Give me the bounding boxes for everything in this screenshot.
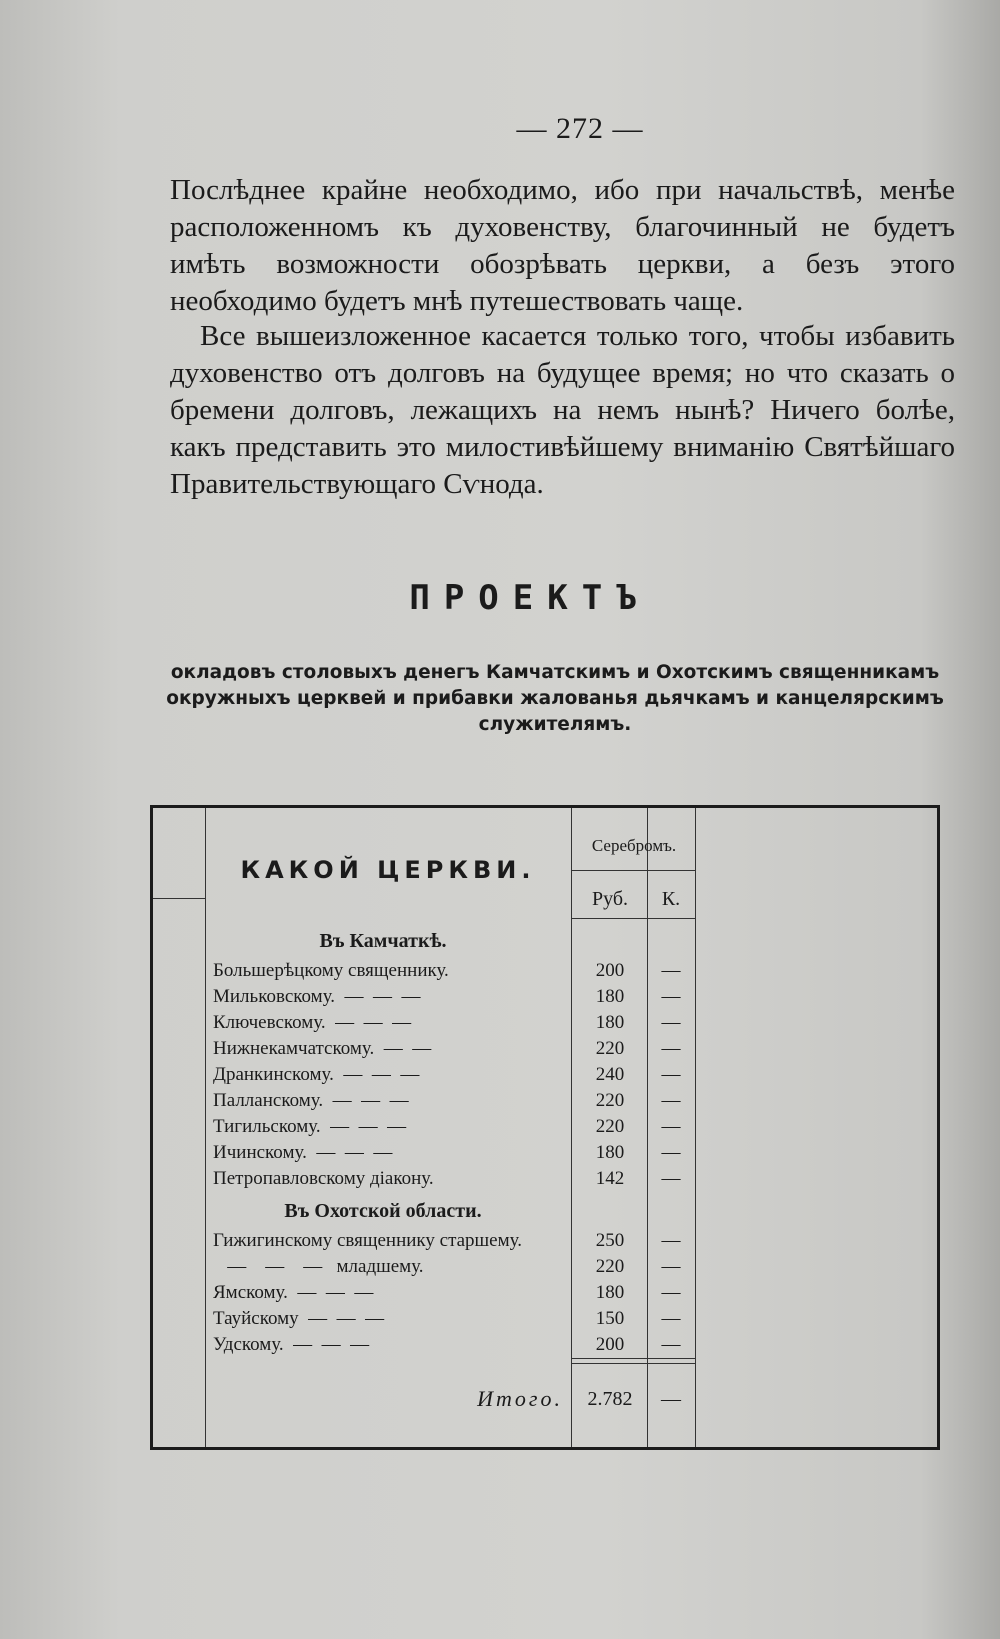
row-rub: 250 bbox=[595, 1230, 625, 1251]
section-okhotsk: Въ Охотской области. bbox=[284, 1200, 482, 1222]
row-rub: 142 bbox=[595, 1168, 625, 1189]
row-rub: 240 bbox=[595, 1064, 625, 1085]
column-header-rub: Руб. bbox=[591, 888, 629, 910]
table-row bbox=[153, 1090, 943, 1116]
table-row bbox=[153, 1038, 943, 1064]
row-name: Дранкинскому. — — — bbox=[213, 1064, 420, 1085]
table-hline bbox=[571, 918, 695, 919]
row-rub: 180 bbox=[595, 1142, 625, 1163]
row-k: — bbox=[661, 1064, 681, 1085]
row-name: Большерѣцкому священнику. bbox=[213, 960, 449, 981]
salary-table bbox=[150, 805, 940, 1450]
paragraph-1: Послѣднее крайне необходимо, ибо при начальствѣ, менѣе расположенномъ къ духовенству, благочинный не будетъ имѣть возможности обозрѣвать церкви, а безъ этого необходимо будетъ мнѣ путешествовать чаще. bbox=[170, 174, 955, 317]
table-row bbox=[153, 1256, 943, 1282]
table-row bbox=[153, 1230, 943, 1256]
row-rub: 180 bbox=[595, 1282, 625, 1303]
row-name: Мильковскому. — — — bbox=[213, 986, 421, 1007]
row-name: Палланскому. — — — bbox=[213, 1090, 409, 1111]
project-title: ПРОЕКТЪ bbox=[409, 578, 651, 618]
row-k: — bbox=[661, 1116, 681, 1137]
row-k: — bbox=[661, 1334, 681, 1355]
row-k: — bbox=[661, 1256, 681, 1277]
row-name: Ключевскому. — — — bbox=[213, 1012, 412, 1033]
table-row bbox=[153, 960, 943, 986]
table-hline bbox=[571, 870, 695, 871]
row-name: Ямскому. — — — bbox=[213, 1282, 374, 1303]
row-k: — bbox=[661, 1282, 681, 1303]
total-k: — bbox=[661, 1388, 681, 1410]
table-hline bbox=[571, 1363, 695, 1364]
table-row bbox=[153, 1012, 943, 1038]
row-rub: 220 bbox=[595, 1038, 625, 1059]
row-name: — — — младшему. bbox=[213, 1256, 424, 1277]
table-row bbox=[153, 1334, 943, 1360]
row-k: — bbox=[661, 1012, 681, 1033]
row-name: Тауйскому — — — bbox=[213, 1308, 385, 1329]
section-kamchatka: Въ Камчаткѣ. bbox=[319, 930, 447, 952]
table-row bbox=[153, 1064, 943, 1090]
row-k: — bbox=[661, 1230, 681, 1251]
table-hline bbox=[153, 898, 205, 899]
row-name: Удскому. — — — bbox=[213, 1334, 370, 1355]
row-rub: 150 bbox=[595, 1308, 625, 1329]
total-label: Итого. bbox=[477, 1386, 563, 1411]
row-name: Тигильскому. — — — bbox=[213, 1116, 407, 1137]
column-header-k: К. bbox=[661, 888, 681, 910]
row-k: — bbox=[661, 986, 681, 1007]
row-name: Нижнекамчатскому. — — bbox=[213, 1038, 432, 1059]
row-k: — bbox=[661, 1038, 681, 1059]
row-name: Гижигинскому священнику старшему. bbox=[213, 1230, 522, 1251]
column-header-church: КАКОЙ ЦЕРКВИ. bbox=[240, 856, 536, 884]
table-row bbox=[153, 1142, 943, 1168]
paragraph-2: Все вышеизложенное касается только того, чтобы избавить духовенство отъ долговъ на будущее время; но что сказать о бремени долговъ, лежащихъ на немъ нынѣ? Ничего болѣе, какъ представить это милостивѣйшему вниманію Святѣйшаго Правительствующаго Сѵнода. bbox=[170, 320, 955, 500]
row-name: Петропавловскому діакону. bbox=[213, 1168, 434, 1189]
row-k: — bbox=[661, 1168, 681, 1189]
row-k: — bbox=[661, 960, 681, 981]
project-subtitle: окладовъ столовыхъ денегъ Камчатскимъ и Охотскимъ священникамъ окружныхъ церквей и прибавки жалованья дьячкамъ и канцелярскимъ служителямъ. bbox=[166, 662, 944, 735]
row-rub: 180 bbox=[595, 1012, 625, 1033]
row-rub: 200 bbox=[595, 1334, 625, 1355]
row-k: — bbox=[661, 1308, 681, 1329]
page-number: — 272 — bbox=[516, 112, 644, 145]
table-row bbox=[153, 1116, 943, 1142]
row-rub: 220 bbox=[595, 1256, 625, 1277]
row-rub: 200 bbox=[595, 960, 625, 981]
table-row bbox=[153, 986, 943, 1012]
row-k: — bbox=[661, 1142, 681, 1163]
row-name: Ичинскому. — — — bbox=[213, 1142, 393, 1163]
row-k: — bbox=[661, 1090, 681, 1111]
table-row bbox=[153, 1282, 943, 1308]
table-row bbox=[153, 1168, 943, 1194]
row-rub: 220 bbox=[595, 1090, 625, 1111]
column-header-silver: Серебромъ. bbox=[591, 836, 677, 855]
total-rub: 2.782 bbox=[587, 1388, 633, 1410]
row-rub: 220 bbox=[595, 1116, 625, 1137]
row-rub: 180 bbox=[595, 986, 625, 1007]
table-row bbox=[153, 1308, 943, 1334]
